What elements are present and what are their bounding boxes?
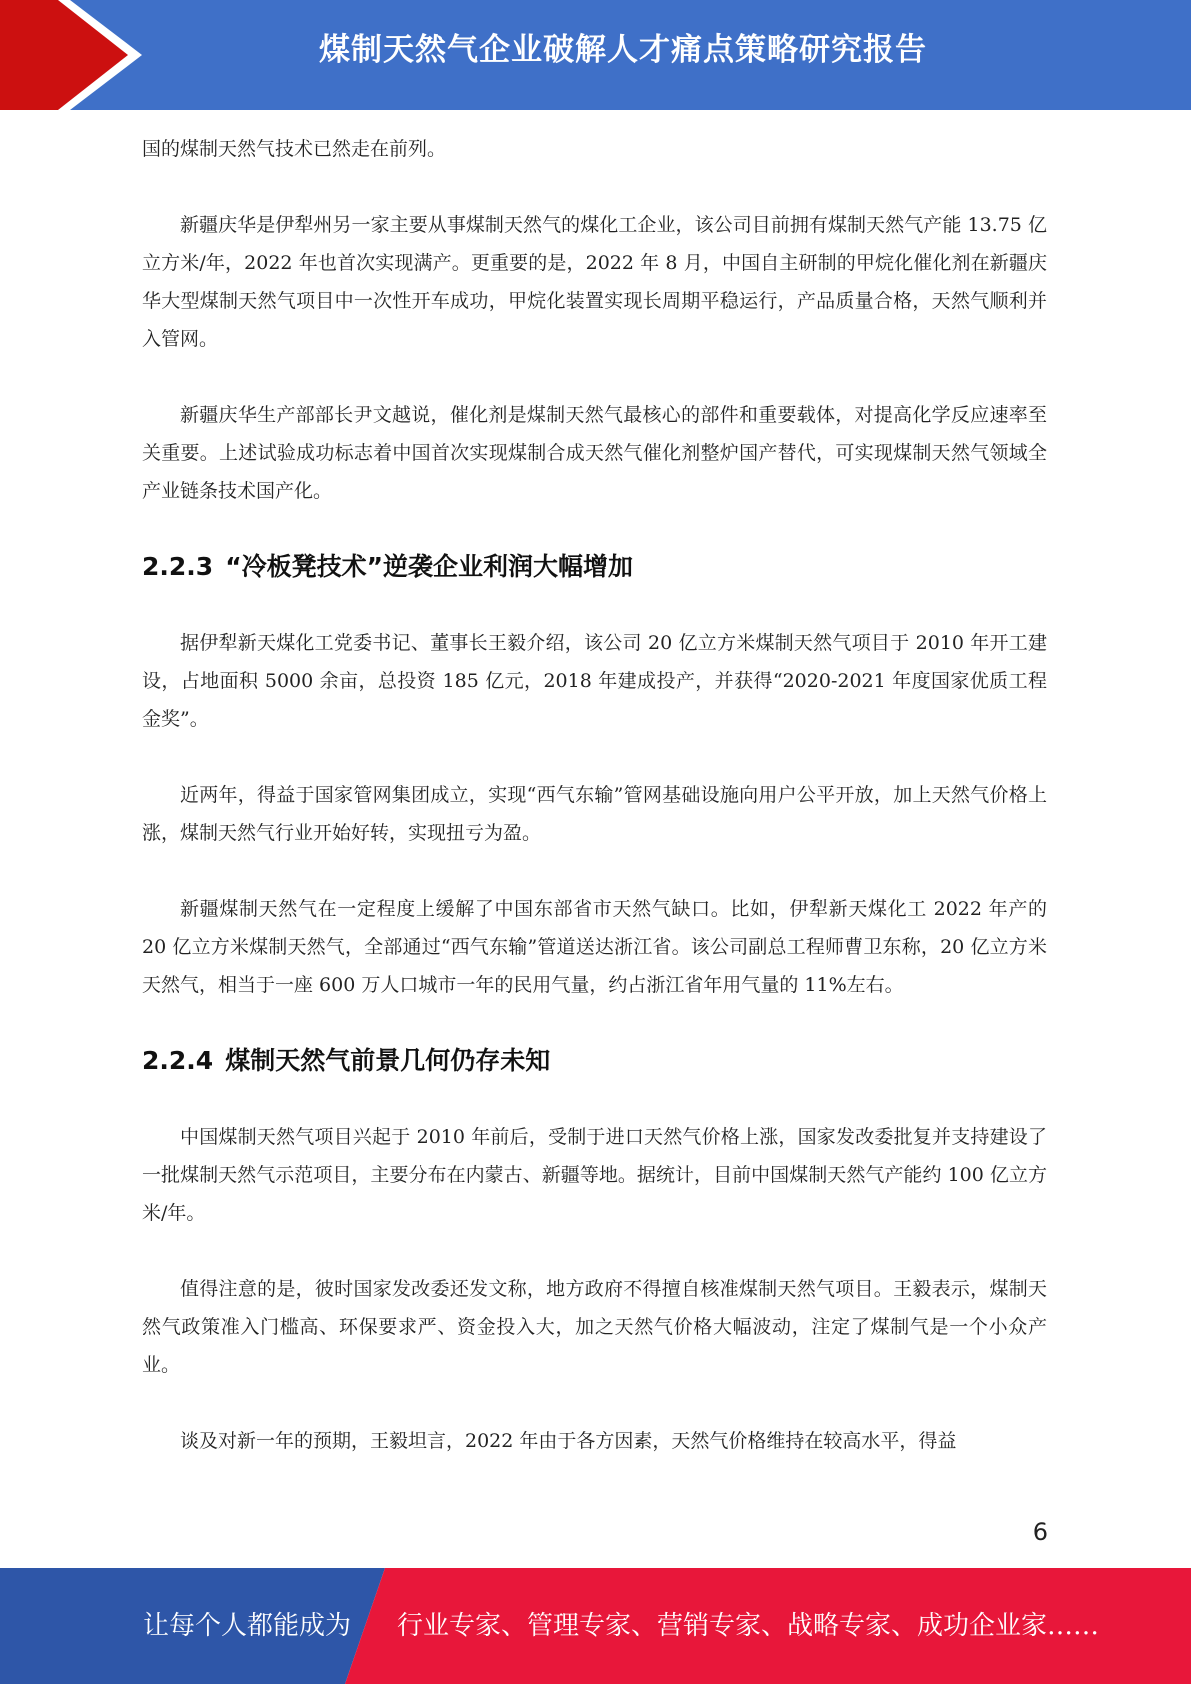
paragraph: 谈及对新一年的预期，王毅坦言，2022 年由于各方因素，天然气价格维持在较高水平，得益 xyxy=(180,1430,957,1452)
section-heading-2-2-4 xyxy=(142,1042,1047,1080)
paragraph: 新疆庆华生产部部长尹文越说，催化剂是煤制天然气最核心的部件和重要载体，对提高化学反应速率至关重要。上述试验成功标志着中国首次实现煤制合成天然气催化剂整炉国产替代，可实现煤制天然气领域全产业链条技术国产化。 xyxy=(142,404,1047,502)
paragraph: 国的煤制天然气技术已然走在前列。 xyxy=(142,138,447,160)
page-header xyxy=(0,0,1191,110)
section-heading-text: 煤制天然气前景几何仍存未知 xyxy=(225,1046,551,1075)
paragraph: 新疆煤制天然气在一定程度上缓解了中国东部省市天然气缺口。比如，伊犁新天煤化工 2022 年产的 20 亿立方米煤制天然气，全部通过“西气东输”管道送达浙江省。该公司副总工程师曹卫东称，20 亿立方米天然气，相当于一座 600 万人口城市一年的民用气量，约占浙江省年用气量的 11%左右。 xyxy=(142,898,1047,996)
page-number: 6 xyxy=(1032,1518,1048,1546)
paragraph: 值得注意的是，彼时国家发改委还发文称，地方政府不得擅自核准煤制天然气项目。王毅表示，煤制天然气政策准入门槛高、环保要求严、资金投入大，加之天然气价格大幅波动，注定了煤制气是一个小众产业。 xyxy=(142,1278,1047,1376)
footer-slogan-left: 让每个人都能成为 xyxy=(143,1611,352,1641)
document-body xyxy=(142,130,1047,1498)
paragraph: 据伊犁新天煤化工党委书记、董事长王毅介绍，该公司 20 亿立方米煤制天然气项目于 2010 年开工建设，占地面积 5000 余亩，总投资 185 亿元，2018 年建成投产，并获得“2020-2021 年度国家优质工程金奖”。 xyxy=(142,632,1047,730)
paragraph: 新疆庆华是伊犁州另一家主要从事煤制天然气的煤化工企业，该公司目前拥有煤制天然气产能 13.75 亿立方米/年，2022 年也首次实现满产。更重要的是，2022 年 8 月，中国自主研制的甲烷化催化剂在新疆庆华大型煤制天然气项目中一次性开车成功，甲烷化装置实现长周期平稳运行，产品质量合格，天然气顺利并入管网。 xyxy=(142,214,1047,350)
paragraph: 中国煤制天然气项目兴起于 2010 年前后，受制于进口天然气价格上涨，国家发改委批复并支持建设了一批煤制天然气示范项目，主要分布在内蒙古、新疆等地。据统计，目前中国煤制天然气产能约 100 亿立方米/年。 xyxy=(142,1126,1047,1224)
page-footer xyxy=(0,1568,1191,1684)
section-heading-2-2-3 xyxy=(142,548,1047,586)
report-title: 煤制天然气企业破解人才痛点策略研究报告 xyxy=(319,32,927,68)
paragraph: 近两年，得益于国家管网集团成立，实现“西气东输”管网基础设施向用户公平开放，加上天然气价格上涨，煤制天然气行业开始好转，实现扭亏为盈。 xyxy=(142,784,1047,844)
footer-slogan-right: 行业专家、管理专家、营销专家、战略专家、成功企业家…… xyxy=(397,1611,1100,1641)
section-number: 2.2.4 xyxy=(142,1046,214,1075)
section-number: 2.2.3 xyxy=(142,552,214,581)
section-heading-text: “冷板凳技术”逆袭企业利润大幅增加 xyxy=(225,552,634,581)
